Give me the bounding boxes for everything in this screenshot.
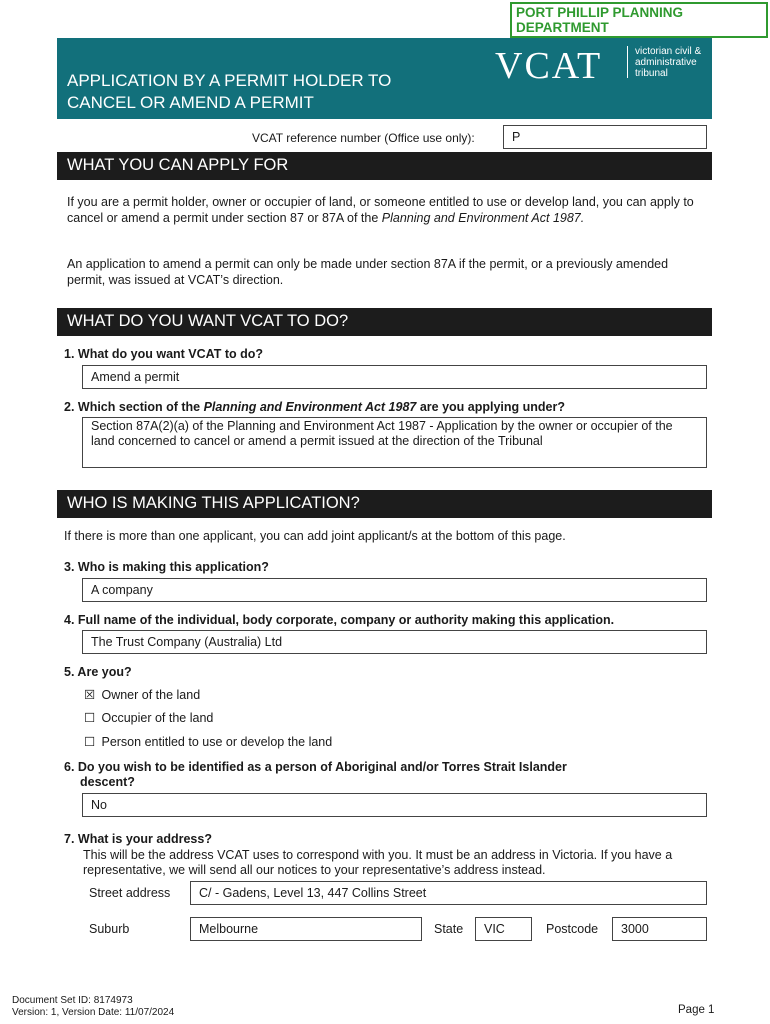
header-banner	[57, 38, 712, 119]
reference-label: VCAT reference number (Office use only):	[252, 131, 475, 145]
question-7-note: This will be the address VCAT uses to correspond with you. It must be an address in Victoria. If you have a representative, we will send all our notices to your representative’s address instead.	[83, 848, 673, 877]
question-4-answer[interactable]: The Trust Company (Australia) Ltd	[82, 630, 707, 654]
question-1-answer[interactable]: Amend a permit	[82, 365, 707, 389]
question-3-answer[interactable]: A company	[82, 578, 707, 602]
suburb-label: Suburb	[89, 922, 130, 936]
state-label: State	[434, 922, 464, 936]
question-2-answer[interactable]: Section 87A(2)(a) of the Planning and Environment Act 1987 - Application by the owner or occupier of the land concerned to cancel or amend a permit issued at the direction of the Tribunal	[82, 417, 707, 468]
suburb-field[interactable]: Melbourne	[190, 917, 422, 941]
option-occupier[interactable]: ☐ Occupier of the land	[84, 711, 214, 725]
question-7-label: 7. What is your address?	[64, 832, 212, 846]
page-number: Page 1	[678, 1004, 715, 1016]
question-2-label: 2. Which section of the Planning and Environment Act 1987 are you applying under?	[64, 400, 566, 414]
section-header-want-vcat: WHAT DO YOU WANT VCAT TO DO?	[57, 308, 712, 336]
question-5-label: 5. Are you?	[64, 665, 132, 679]
intro-paragraph-1: If you are a permit holder, owner or occupier of land, or someone entitled to use or develop land, you can apply to cancel or amend a permit under section 87 or 87A of the Planning and Environment Act 1987.	[67, 195, 694, 225]
question-6-answer[interactable]: No	[82, 793, 707, 817]
footer-doc-info: Document Set ID: 8174973 Version: 1, Version Date: 11/07/2024	[12, 995, 175, 1018]
street-address-label: Street address	[89, 886, 171, 900]
joint-applicant-note: If there is more than one applicant, you can add joint applicant/s at the bottom of this page.	[64, 529, 566, 543]
postcode-field[interactable]: 3000	[612, 917, 707, 941]
section-header-who-making: WHO IS MAKING THIS APPLICATION?	[57, 490, 712, 518]
section-header-apply-for: WHAT YOU CAN APPLY FOR	[57, 152, 712, 180]
question-3-label: 3. Who is making this application?	[64, 560, 269, 574]
reference-field[interactable]: P	[503, 125, 707, 149]
page-title: APPLICATION BY A PERMIT HOLDER TO CANCEL OR AMEND A PERMIT	[67, 71, 392, 112]
logo-subtitle: victorian civil & administrative tribunal	[635, 46, 702, 79]
intro-paragraph-2: An application to amend a permit can only be made under section 87A if the permit, or a previously amended permit, was issued at VCAT’s direction.	[67, 257, 669, 287]
checkbox-checked-icon[interactable]: ☒	[84, 688, 96, 702]
question-4-label: 4. Full name of the individual, body corporate, company or authority making this application.	[64, 613, 615, 627]
received-stamp	[510, 2, 768, 38]
stamp-department: PORT PHILLIP PLANNING DEPARTMENT	[516, 5, 684, 35]
street-address-field[interactable]: C/ - Gadens, Level 13, 447 Collins Street	[190, 881, 707, 905]
question-6-label: 6. Do you wish to be identified as a person of Aboriginal and/or Torres Strait Islander descent?	[64, 760, 567, 789]
checkbox-unchecked-icon[interactable]: ☐	[84, 711, 96, 725]
option-entitled-person[interactable]: ☐ Person entitled to use or develop the land	[84, 735, 333, 749]
checkbox-unchecked-icon[interactable]: ☐	[84, 735, 96, 749]
logo-divider	[627, 46, 628, 78]
vcat-logo: VCAT	[495, 45, 603, 87]
state-field[interactable]: VIC	[475, 917, 532, 941]
postcode-label: Postcode	[546, 922, 599, 936]
question-1-label: 1. What do you want VCAT to do?	[64, 347, 264, 361]
option-owner[interactable]: ☒ Owner of the land	[84, 688, 201, 702]
